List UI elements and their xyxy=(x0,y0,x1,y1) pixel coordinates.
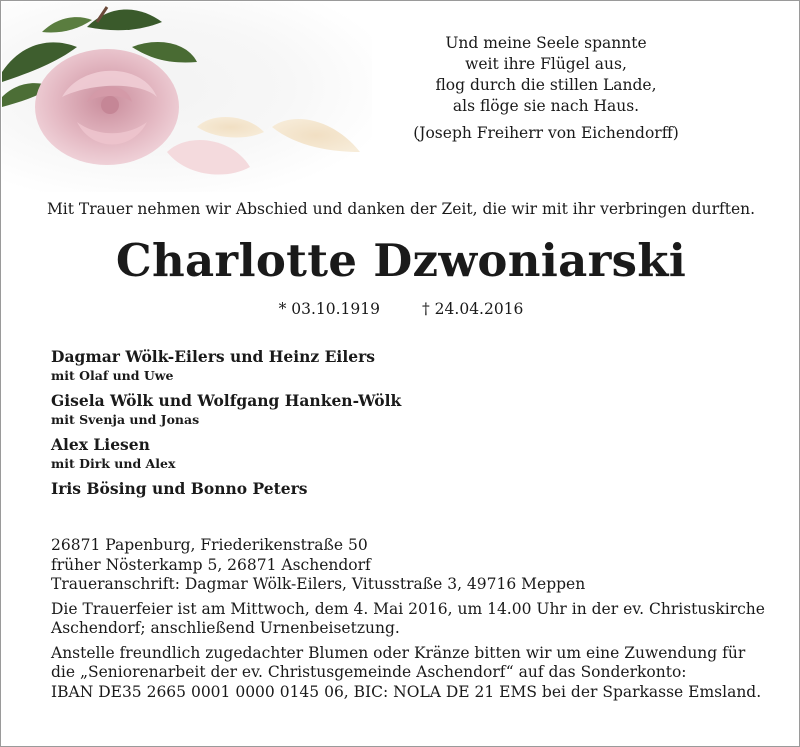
mourner-name: Dagmar Wölk-Eilers und Heinz Eilers xyxy=(51,347,375,366)
ceremony-block xyxy=(51,600,771,639)
donation-line: die „Seniorenarbeit der ev. Christusgemeinde Aschendorf“ auf das Sonderkonto: xyxy=(51,663,687,681)
poem xyxy=(381,33,711,144)
mourner-entry xyxy=(51,391,751,428)
death-date: † 24.04.2016 xyxy=(422,300,524,318)
donation-line: Anstelle freundlich zugedachter Blumen oder Kränze bitten wir um eine Zuwendung für xyxy=(51,643,746,662)
mourner-name: Iris Bösing und Bonno Peters xyxy=(51,479,308,498)
address-block xyxy=(51,536,771,595)
ceremony-line: Aschendorf; anschließend Urnenbeisetzung. xyxy=(51,619,400,637)
poem-line: Und meine Seele spannte xyxy=(445,34,647,52)
mourner-name: Gisela Wölk und Wolfgang Hanken-Wölk xyxy=(51,391,402,410)
mourning-address: Traueranschrift: Dagmar Wölk-Eilers, Vitusstraße 3, 49716 Meppen xyxy=(51,575,586,593)
life-dates xyxy=(1,300,800,318)
former-address: früher Nösterkamp 5, 26871 Aschendorf xyxy=(51,555,371,574)
mourner-entry xyxy=(51,347,751,384)
rose-image xyxy=(2,2,372,192)
info-section xyxy=(51,536,771,702)
mourner-family: mit Svenja und Jonas xyxy=(51,412,200,427)
intro-text: Mit Trauer nehmen wir Abschied und danken der Zeit, die wir mit ihr verbringen durften. xyxy=(46,200,756,218)
mourner-family: mit Dirk und Alex xyxy=(51,456,176,471)
donation-block xyxy=(51,644,771,703)
mourner-entry xyxy=(51,479,751,499)
poem-author: (Joseph Freiherr von Eichendorff) xyxy=(413,124,679,142)
deceased-name: Charlotte Dzwoniarski xyxy=(115,234,687,287)
poem-line: weit ihre Flügel aus, xyxy=(465,55,627,73)
poem-line: als flöge sie nach Haus. xyxy=(452,97,640,115)
mourners-list xyxy=(51,347,751,506)
rose-illustration xyxy=(2,2,372,192)
mourner-name: Alex Liesen xyxy=(51,435,150,454)
ceremony-line: Die Trauerfeier ist am Mittwoch, dem 4. Mai 2016, um 14.00 Uhr in der ev. Christuskirche xyxy=(51,599,765,618)
mourner-family: mit Olaf und Uwe xyxy=(51,368,174,383)
mourner-entry xyxy=(51,435,751,472)
current-address: 26871 Papenburg, Friederikenstraße 50 xyxy=(51,536,368,554)
donation-line: IBAN DE35 2665 0001 0000 0145 06, BIC: NOLA DE 21 EMS bei der Sparkasse Emsland. xyxy=(51,682,762,701)
birth-date: * 03.10.1919 xyxy=(278,300,380,318)
poem-line: flog durch die stillen Lande, xyxy=(435,76,657,94)
